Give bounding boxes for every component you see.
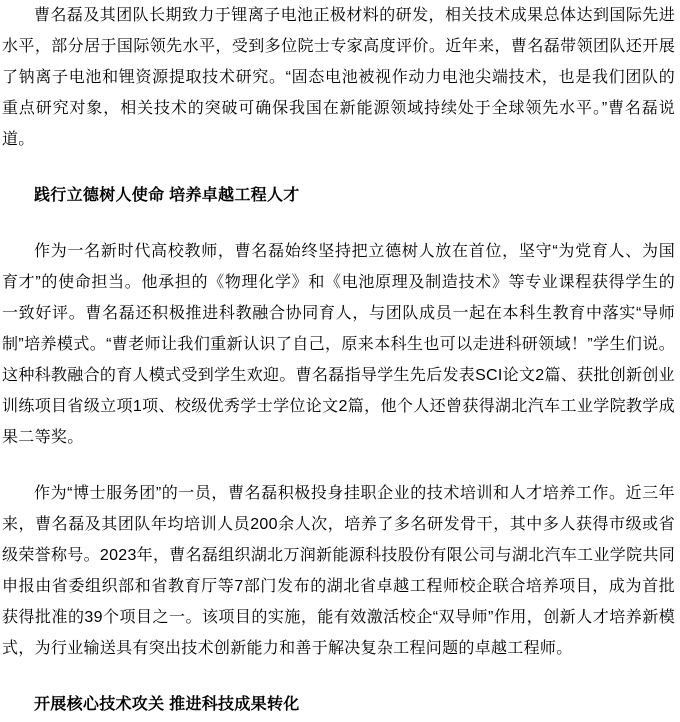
section-heading-tech-transfer: 开展核心技术攻关 推进科技成果转化 <box>34 696 300 713</box>
section-heading-talent-cultivation: 践行立德树人使命 培养卓越工程人才 <box>34 187 300 204</box>
paragraph-research-overview: 曹名磊及其团队长期致力于锂离子电池正极材料的研发，相关技术成果总体达到国际先进水平，部分居于国际领先水平，受到多位院士专家高度评价。近年来，曹名磊带领团队还开展了钠离子电池和锂资源提取技术研究。“固态电池被视作动力电池尖端技术，也是我们团队的重点研究对象，相关技术的突破可确保我国在新能源领域持续处于全球领先水平。”曹名磊说道。 <box>2 7 675 148</box>
paragraph-doctor-service-team: 作为“博士服务团”的一员，曹名磊积极投身挂职企业的技术培训和人才培养工作。近三年来，曹名磊及其团队年均培训人员200余人次，培养了多名研发骨干，其中多人获得市级或省级荣誉称号。2023年，曹名磊组织湖北万润新能源科技股份有限公司与湖北汽车工业学院共同申报由省委组织部和省教育厅等7部门发布的湖北省卓越工程师校企联合培养项目，成为首批获得批准的39个项目之一。该项目的实施，能有效激活校企“双导师”作用，创新人才培养新模式，为行业输送具有突出技术创新能力和善于解决复杂工程问题的卓越工程师。 <box>2 485 675 657</box>
paragraph-teaching-education: 作为一名新时代高校教师，曹名磊始终坚持把立德树人放在首位，坚守“为党育人、为国育才”的使命担当。他承担的《物理化学》和《电池原理及制造技术》等专业课程获得学生的一致好评。曹名磊还积极推进科教融合协同育人，与团队成员一起在本科生教育中落实“导师制”培养模式。“曹老师让我们重新认识了自己，原来本科生也可以走进科研领域！”学生们说。这种科教融合的育人模式受到学生欢迎。曹名磊指导学生先后发表SCI论文2篇、获批创新创业训练项目省级立项1项、校级优秀学士学位论文2篇，他个人还曾获得湖北汽车工业学院教学成果二等奖。 <box>2 243 675 446</box>
